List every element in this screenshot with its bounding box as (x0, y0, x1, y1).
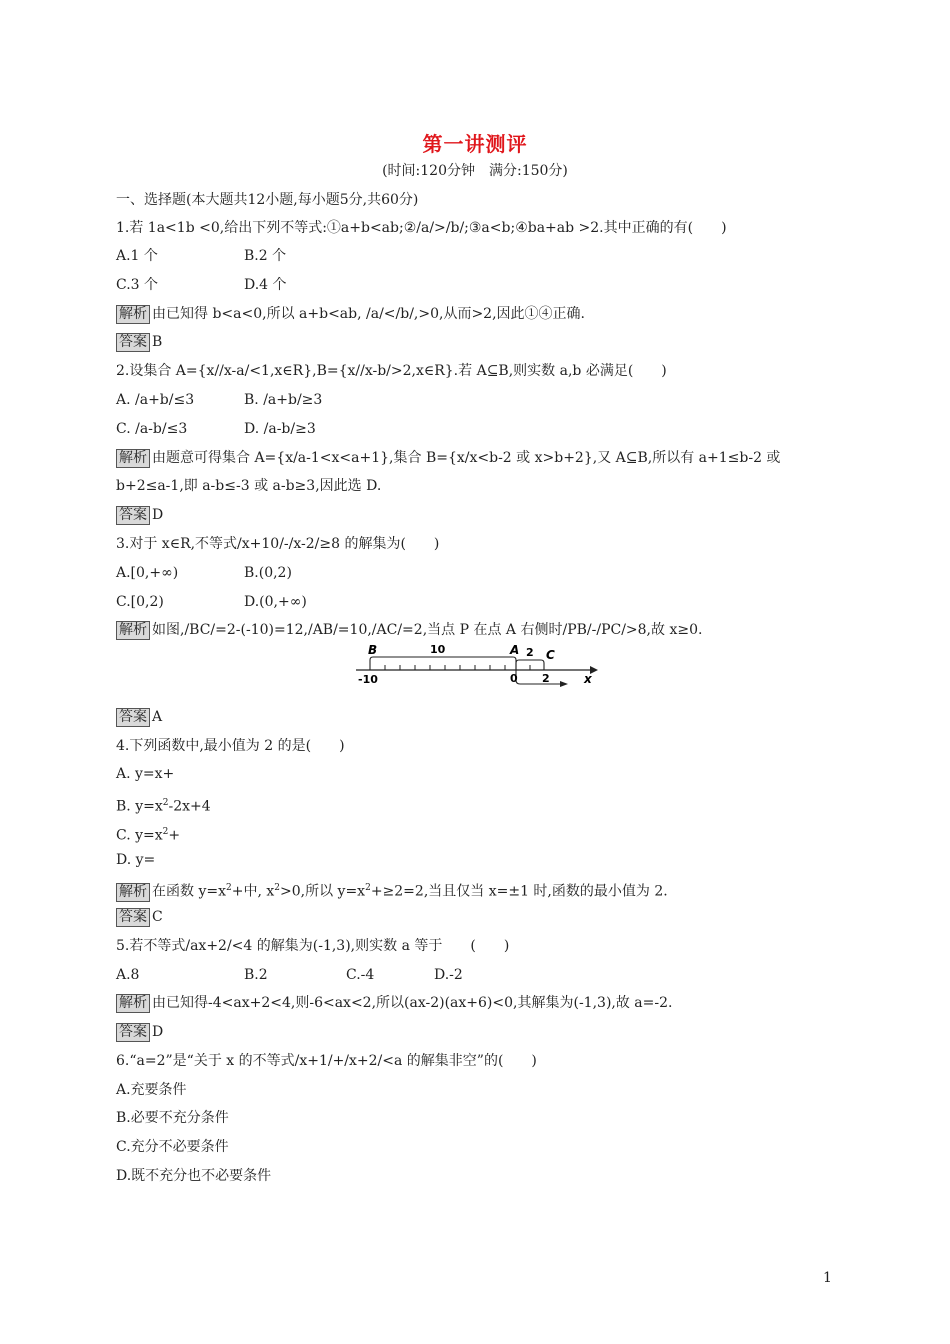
q2-option-a: A. /a+b/≤3 (116, 392, 195, 408)
q3-option-c: C.[0,2) (116, 594, 164, 610)
q6-stem: 6.“a=2”是“关于 x 的不等式/x+1/+/x+2/<a 的解集非空”的( ) (116, 1053, 537, 1069)
q1-option-c: C.3 个 (116, 277, 159, 293)
q3-analysis-text: 如图,/BC/=2-(-10)=12,/AB/=10,/AC/=2,当点 P 在点 A 右侧时/PB/-/PC/>8,故 x≥0. (152, 622, 703, 638)
q3-analysis (116, 620, 702, 640)
number-line-diagram (350, 640, 600, 692)
q4-stem: 4.下列函数中,最小值为 2 的是( ) (116, 738, 345, 754)
q1-answer-text: B (152, 334, 163, 350)
q6-option-a: A.充要条件 (116, 1082, 187, 1098)
q1-option-a: A.1 个 (116, 248, 158, 264)
q4-answer (116, 907, 163, 927)
q6-option-c: C.充分不必要条件 (116, 1139, 229, 1155)
q5-option-a: A.8 (116, 967, 140, 983)
q4-answer-text: C (152, 909, 163, 925)
q1-option-b: B.2 个 (244, 248, 287, 264)
q5-stem: 5.若不等式/ax+2/<4 的解集为(-1,3),则实数 a 等于 ( ) (116, 938, 510, 954)
q2-analysis-text-2: b+2≤a-1,即 a-b≤-3 或 a-b≥3,因此选 D. (116, 478, 382, 494)
q4-option-a: A. y=x+ (116, 766, 175, 782)
q5-answer (116, 1022, 163, 1042)
q2-option-b: B. /a+b/≥3 (244, 392, 323, 408)
q2-answer-text: D (152, 507, 164, 523)
q1-option-d: D.4 个 (244, 277, 287, 293)
q5-analysis (116, 993, 672, 1013)
analysis-tag: 解析 (116, 994, 150, 1013)
q5-option-c: C.-4 (346, 967, 375, 983)
q2-analysis (116, 448, 780, 468)
axis-ticks (370, 665, 544, 670)
lower-arrow-icon (560, 681, 568, 687)
point-a-label: A (510, 643, 520, 657)
tick-minus10-label: -10 (358, 673, 378, 686)
q5-option-d: D.-2 (434, 967, 463, 983)
answer-tag: 答案 (116, 908, 150, 927)
page-title: 第一讲测评 (422, 132, 528, 156)
q1-answer (116, 332, 162, 352)
q3-answer (116, 707, 162, 727)
answer-tag: 答案 (116, 333, 150, 352)
page-number: 1 (823, 1270, 832, 1286)
q4-option-d: D. y= (116, 852, 156, 868)
distance-2-bottom-label: 2 (542, 672, 550, 685)
section-heading: 一、选择题(本大题共12小题,每小题5分,共60分) (116, 192, 419, 208)
analysis-tag: 解析 (116, 621, 150, 640)
q5-analysis-text: 由已知得-4<ax+2<4,则-6<ax<2,所以(ax-2)(ax+6)<0,其解集为(-1,3),故 a=-2. (152, 995, 673, 1011)
q2-option-c: C. /a-b/≤3 (116, 421, 188, 437)
analysis-tag: 解析 (116, 883, 150, 902)
q4-option-b: B. $y=x^2-2x+4$ (116, 798, 211, 815)
analysis-tag: 解析 (116, 305, 150, 324)
tick-zero-label: 0 (510, 672, 518, 685)
q3-answer-text: A (152, 709, 163, 725)
answer-tag: 答案 (116, 708, 150, 727)
q1-analysis-text: 由已知得 b<a<0,所以 a+b<ab, /a/</b/,>0,从而>2,因此①④正确. (152, 306, 585, 322)
q4-option-c: C. $y=x^2+$ (116, 827, 181, 844)
q6-option-b: B.必要不充分条件 (116, 1110, 229, 1126)
q5-answer-text: D (152, 1024, 164, 1040)
q2-analysis-text-1: 由题意可得集合 A={x/a-1<x<a+1},集合 B={x/x<b-2 或 x>b+2},又 A⊆B,所以有 a+1≤b-2 或 (152, 450, 781, 466)
q1-stem: 1.若 1a<1b <0,给出下列不等式:①a+b<ab;②/a/>/b/;③a<b;④ba+ab >2.其中正确的有( ) (116, 220, 727, 236)
page-subtitle: (时间:120分钟 满分:150分) (382, 163, 568, 179)
q3-option-a: A.[0,+∞) (116, 565, 179, 581)
q3-option-d: D.(0,+∞) (244, 594, 307, 610)
segment-ba-bracket (370, 657, 516, 670)
distance-10-label: 10 (430, 643, 446, 656)
answer-tag: 答案 (116, 1023, 150, 1042)
q2-stem: 2.设集合 A={x//x-a/<1,x∈R},B={x//x-b/>2,x∈R}.若 A⊆B,则实数 a,b 必满足( ) (116, 363, 667, 379)
q1-analysis (116, 304, 585, 324)
point-c-label: C (546, 648, 555, 662)
distance-2-top-label: 2 (526, 646, 534, 659)
point-b-label: B (368, 643, 378, 657)
segment-lower-bracket (516, 670, 560, 684)
q5-option-b: B.2 (244, 967, 268, 983)
q4-analysis: 解析 在函数 $y=x^2+$中, $x^2>0$,所以 $y=x^2+\ge 2=2$,当且仅当 x=±1 时,函数的最小值为 2. (116, 878, 668, 902)
analysis-tag: 解析 (116, 449, 150, 468)
q2-answer (116, 505, 163, 525)
axis-x-label: x (584, 672, 592, 686)
q6-option-d: D.既不充分也不必要条件 (116, 1168, 272, 1184)
q3-option-b: B.(0,2) (244, 565, 292, 581)
answer-tag: 答案 (116, 506, 150, 525)
q3-stem: 3.对于 x∈R,不等式/x+10/-/x-2/≥8 的解集为( ) (116, 536, 440, 552)
q2-option-d: D. /a-b/≥3 (244, 421, 316, 437)
